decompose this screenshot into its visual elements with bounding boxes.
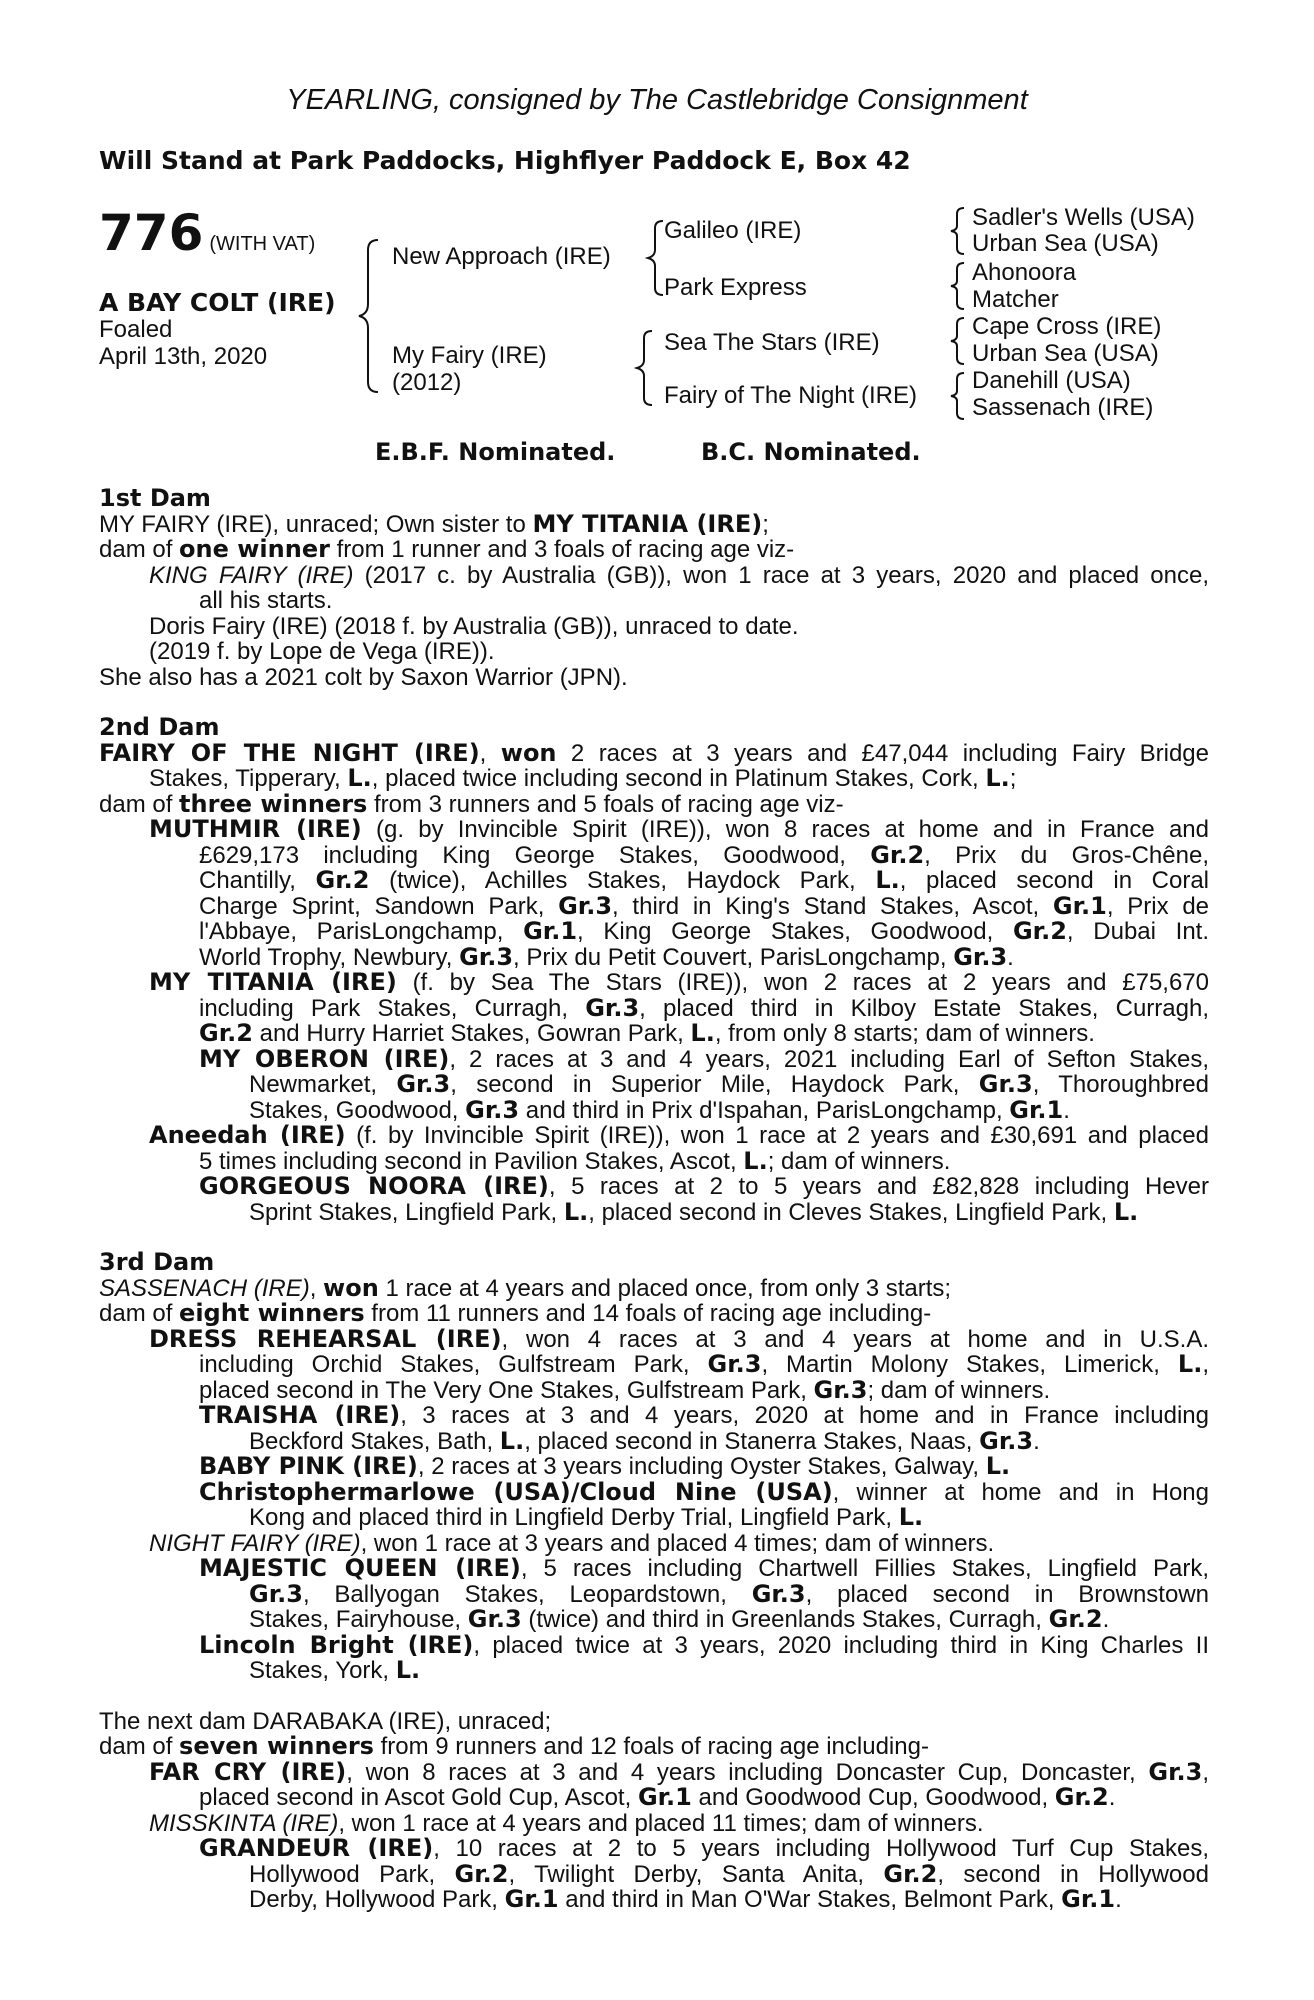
third-dam-line: SASSENACH (IRE), won 1 race at 4 years and placed once, from only 3 starts; (99, 1273, 952, 1302)
grand-progeny-entry-cont: Stakes, York, L. (249, 1656, 421, 1684)
progeny-entry-cont: Gr.2 and Hurry Harriet Stakes, Gowran Park, L., from only 8 starts; dam of winners. (199, 1019, 1095, 1047)
page-title: YEARLING, consigned by The Castlebridge Consignment (286, 84, 1028, 116)
pedigree-g3: Ahonoora (972, 259, 1077, 286)
pedigree-g4: Matcher (972, 286, 1059, 313)
progeny-entry-cont: £629,173 including King George Stakes, Goodwood, Gr.2, Prix du Gros-Chêne, (199, 840, 1209, 869)
progeny-entry-cont: placed second in Ascot Gold Cup, Ascot, Gr.1 and Goodwood Cup, Goodwood, Gr.2. (199, 1783, 1116, 1811)
pedigree-sire: New Approach (IRE) (392, 243, 611, 270)
grand-progeny-entry-cont: Newmarket, Gr.3, second in Superior Mile, Haydock Park, Gr.3, Thoroughbred (249, 1070, 1209, 1098)
second-dam-line: FAIRY OF THE NIGHT (IRE), won 2 races at 3 years and £47,044 including Fairy Bridge (99, 738, 1209, 767)
pedigree-brace-g78 (948, 371, 970, 421)
stand-location: Will Stand at Park Paddocks, Highflyer Paddock E, Box 42 (99, 146, 911, 175)
grand-progeny-entry: BABY PINK (IRE), 2 races at 3 years including Oyster Stakes, Galway, L. (199, 1452, 1011, 1480)
pedigree-g6: Urban Sea (USA) (972, 340, 1159, 367)
grand-progeny-entry: Lincoln Bright (IRE), placed twice at 3 years, 2020 including third in King Charles II (199, 1630, 1209, 1659)
grand-progeny-entry-cont: Beckford Stakes, Bath, L., placed second in Stanerra Stakes, Naas, Gr.3. (249, 1426, 1040, 1455)
progeny-entry-cont: l'Abbaye, ParisLongchamp, Gr.1, King George Stakes, Goodwood, Gr.2, Dubai Int. (199, 917, 1210, 945)
progeny-entry: DRESS REHEARSAL (IRE), won 4 races at 3 and 4 years at home and in U.S.A. (149, 1324, 1210, 1353)
pedigree-g7: Danehill (USA) (972, 367, 1131, 394)
pedigree-dam-year: (2012) (392, 369, 462, 396)
ebf-nomination: E.B.F. Nominated. (375, 438, 616, 466)
progeny-entry-cont: all his starts. (199, 587, 333, 614)
first-dam-line: MY FAIRY (IRE), unraced; Own sister to MY TITANIA (IRE); (99, 509, 769, 538)
first-dam-summary: dam of one winner from 1 runner and 3 foals of racing age viz- (99, 535, 795, 563)
progeny-entry: MY TITANIA (IRE) (f. by Sea The Stars (IRE)), won 2 races at 2 years and £75,670 (149, 968, 1210, 996)
progeny-entry: (2019 f. by Lope de Vega (IRE)). (149, 638, 495, 665)
second-dam-summary: dam of three winners from 3 runners and 5 foals of racing age viz- (99, 789, 844, 818)
pedigree-brace-main (356, 236, 386, 396)
pedigree-sire-dam: Park Express (664, 274, 807, 301)
second-dam-line-cont: Stakes, Tipperary, L., placed twice including second in Platinum Stakes, Cork, L.; (149, 764, 1017, 792)
pedigree-brace-g56 (948, 316, 970, 366)
grand-progeny-entry-cont: Derby, Hollywood Park, Gr.1 and third in Man O'War Stakes, Belmont Park, Gr.1. (249, 1885, 1122, 1913)
progeny-entry-cont: World Trophy, Newbury, Gr.3, Prix du Petit Couvert, ParisLongchamp, Gr.3. (199, 942, 1014, 971)
progeny-entry-cont: Chantilly, Gr.2 (twice), Achilles Stakes, Haydock Park, L., placed second in Coral (199, 866, 1210, 894)
progeny-entry-cont: including Park Stakes, Curragh, Gr.3, placed third in Kilboy Estate Stakes, Curragh, (199, 993, 1209, 1022)
progeny-entry-cont: Charge Sprint, Sandown Park, Gr.3, third in King's Stand Stakes, Ascot, Gr.1, Prix de (199, 891, 1210, 920)
horse-name: A BAY COLT (IRE) (99, 288, 336, 317)
progeny-entry-cont: including Orchid Stakes, Gulfstream Park, Gr.3, Martin Molony Stakes, Limerick, L., (199, 1350, 1209, 1378)
progeny-entry-cont: 5 times including second in Pavilion Stakes, Ascot, L.; dam of winners. (199, 1146, 951, 1175)
second-dam-heading: 2nd Dam (99, 713, 220, 741)
pedigree-g1: Sadler's Wells (USA) (972, 204, 1195, 231)
grand-progeny-entry: TRAISHA (IRE), 3 races at 3 and 4 years, 2020 at home and in France including (199, 1401, 1209, 1429)
grand-progeny-entry-cont: Sprint Stakes, Lingfield Park, L., placed second in Cleves Stakes, Lingfield Park, L. (249, 1197, 1139, 1226)
grand-progeny-entry-cont: Gr.3, Ballyogan Stakes, Leopardstown, Gr.3, placed second in Brownstown (249, 1579, 1209, 1608)
grand-progeny-entry-cont: Stakes, Fairyhouse, Gr.3 (twice) and third in Greenlands Stakes, Curragh, Gr.2. (249, 1605, 1110, 1633)
pedigree-dam-dam: Fairy of The Night (IRE) (664, 382, 917, 409)
pedigree-notes (99, 486, 1209, 1913)
grand-progeny-entry-cont: Hollywood Park, Gr.2, Twilight Derby, Santa Anita, Gr.2, second in Hollywood (249, 1859, 1209, 1888)
vat-note: (WITH VAT) (209, 233, 316, 255)
progeny-entry: MISSKINTA (IRE), won 1 race at 4 years and placed 11 times; dam of winners. (149, 1809, 984, 1837)
grand-progeny-entry: Christophermarlowe (USA)/Cloud Nine (USA), winner at home and in Hong (199, 1477, 1209, 1506)
progeny-note: She also has a 2021 colt by Saxon Warrior (JPN). (99, 663, 628, 691)
next-dam-line: The next dam DARABAKA (IRE), unraced; (99, 1707, 552, 1735)
progeny-entry: Doris Fairy (IRE) (2018 f. by Australia (GB)), unraced to date. (149, 612, 799, 640)
grand-progeny-entry-cont: Kong and placed third in Lingfield Derby Trial, Lingfield Park, L. (249, 1503, 924, 1531)
grand-progeny-entry-cont: Stakes, Goodwood, Gr.3 and third in Prix d'Ispahan, ParisLongchamp, Gr.1. (249, 1095, 1070, 1124)
pedigree-brace-g34 (948, 261, 970, 311)
pedigree-dam-name: My Fairy (IRE) (392, 342, 547, 369)
progeny-entry: NIGHT FAIRY (IRE), won 1 race at 3 years and placed 4 times; dam of winners. (149, 1529, 995, 1557)
foaled-label: Foaled (99, 316, 173, 343)
foaled-date: April 13th, 2020 (99, 343, 268, 370)
lot-block (99, 204, 315, 262)
first-dam-heading: 1st Dam (99, 484, 211, 512)
pedigree-g2: Urban Sea (USA) (972, 230, 1159, 257)
pedigree-dam-sire: Sea The Stars (IRE) (664, 329, 880, 356)
progeny-entry: FAR CRY (IRE), won 8 races at 3 and 4 years including Doncaster Cup, Doncaster, Gr.3, (149, 1757, 1209, 1786)
bc-nomination: B.C. Nominated. (701, 438, 921, 466)
grand-progeny-entry: MAJESTIC QUEEN (IRE), 5 races including Chartwell Fillies Stakes, Lingfield Park, (199, 1554, 1209, 1582)
lot-number: 776 (99, 204, 204, 262)
pedigree-dam (392, 342, 547, 396)
progeny-entry: KING FAIRY (IRE) (2017 c. by Australia (GB)), won 1 race at 3 years, 2020 and placed once, (149, 561, 1209, 589)
foaled-info (99, 316, 267, 370)
progeny-entry: MUTHMIR (IRE) (g. by Invincible Spirit (IRE)), won 8 races at home and in France and (149, 815, 1210, 843)
grand-progeny-entry: MY OBERON (IRE), 2 races at 3 and 4 years, 2021 including Earl of Sefton Stakes, (199, 1044, 1209, 1073)
grand-progeny-entry: GORGEOUS NOORA (IRE), 5 races at 2 to 5 years and £82,828 including Hever (199, 1172, 1210, 1200)
pedigree-sire-sire: Galileo (IRE) (664, 217, 802, 244)
progeny-entry: Aneedah (IRE) (f. by Invincible Spirit (IRE)), won 1 race at 2 years and £30,691 and placed (149, 1121, 1209, 1149)
next-dam-summary: dam of seven winners from 9 runners and 12 foals of racing age including- (99, 1732, 929, 1760)
pedigree-g5: Cape Cross (IRE) (972, 313, 1162, 340)
progeny-entry-cont: placed second in The Very One Stakes, Gulfstream Park, Gr.3; dam of winners. (199, 1375, 1051, 1404)
pedigree-brace-dam (634, 328, 658, 408)
third-dam-summary: dam of eight winners from 11 runners and 14 foals of racing age including- (99, 1299, 932, 1327)
third-dam-heading: 3rd Dam (99, 1248, 215, 1276)
pedigree-brace-g12 (948, 206, 970, 256)
pedigree-g8: Sassenach (IRE) (972, 394, 1154, 421)
grand-progeny-entry: GRANDEUR (IRE), 10 races at 2 to 5 years including Hollywood Turf Cup Stakes, (199, 1834, 1209, 1862)
